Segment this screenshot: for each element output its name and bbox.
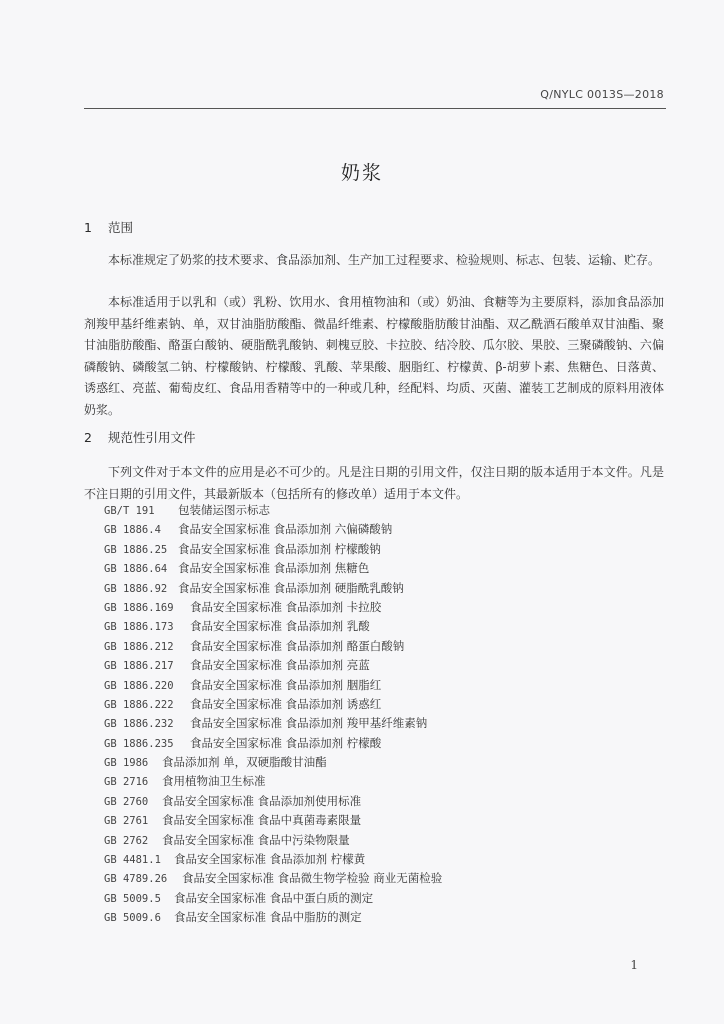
reference-title: 食品安全国家标准 食品添加剂 乳酸 [190, 619, 370, 634]
reference-item [104, 792, 664, 811]
reference-title: 食品安全国家标准 食品添加剂 硬脂酰乳酸钠 [178, 580, 404, 595]
reference-code: GB 4481.1 [104, 854, 161, 867]
reference-code: GB 1886.4 [104, 524, 161, 537]
reference-title: 食品安全国家标准 食品添加剂 亮蓝 [190, 658, 370, 673]
reference-title: 包装储运图示标志 [178, 503, 270, 517]
reference-item [104, 501, 664, 520]
reference-code: GB 1886.25 [104, 543, 168, 556]
section-2-heading [84, 428, 196, 446]
reference-code: GB 1886.64 [104, 563, 168, 576]
reference-title: 食用植物油卫生标准 [162, 774, 266, 789]
reference-title: 食品安全国家标准 食品微生物学检验 商业无菌检验 [182, 871, 443, 886]
reference-title: 食品安全国家标准 食品中蛋白质的测定 [174, 890, 374, 905]
header-rule [84, 108, 666, 109]
reference-item [104, 869, 664, 888]
reference-item [104, 695, 664, 714]
reference-code: GB 1886.217 [104, 660, 174, 673]
section-2-paragraph-1: 下列文件对于本文件的应用是必不可少的。凡是注日期的引用文件，仅注日期的版本适用于本文件。凡是不注日期的引用文件，其最新版本（包括所有的修改单）适用于本文件。 [84, 465, 664, 501]
reference-item [104, 656, 664, 675]
reference-item [104, 579, 664, 598]
reference-code: GB 1886.220 [104, 679, 174, 692]
reference-list [104, 501, 664, 928]
section-1-heading [84, 218, 133, 236]
reference-item [104, 889, 664, 908]
section-1-paragraph-2: 本标准适用于以乳和（或）乳粉、饮用水、食用植物油和（或）奶油、食糖等为主要原料，添加食品添加剂羧甲基纤维素钠、单，双甘油脂肪酸酯、微晶纤维素、柠檬酸脂肪酸甘油酯、双乙酰酒石酸单双甘油酯、聚甘油脂肪酸酯、酪蛋白酸钠、硬脂酰乳酸钠、刺槐豆胶、卡拉胶、结冷胶、瓜尔胶、果胶、三聚磷酸钠、六偏磷酸钠、磷酸氢二钠、柠檬酸钠、柠檬酸、乳酸、苹果酸、胭脂红、柠檬黄、β-胡萝卜素、焦糖色、日落黄、诱惑红、亮蓝、葡萄皮红、食品用香精等中的一种或几种，经配料、均质、灭菌、灌装工艺制成的原料用液体奶浆。 [84, 295, 664, 417]
reference-item [104, 772, 664, 791]
reference-item [104, 831, 664, 850]
reference-title: 食品安全国家标准 食品中真菌毒素限量 [162, 813, 362, 828]
reference-item [104, 734, 664, 753]
reference-item [104, 540, 664, 559]
reference-code: GB/T 191 [104, 505, 155, 517]
reference-code: GB 4789.26 [104, 873, 168, 886]
reference-code: GB 5009.5 [104, 892, 161, 905]
reference-item [104, 637, 664, 656]
reference-code: GB 1886.232 [104, 718, 174, 731]
document-title: 奶浆 [340, 162, 383, 184]
reference-code: GB 1886.235 [104, 737, 174, 750]
reference-title: 食品安全国家标准 食品添加剂 羧甲基纤维素钠 [190, 716, 428, 731]
reference-item [104, 559, 664, 578]
reference-item [104, 617, 664, 636]
reference-code: GB 1886.212 [104, 640, 174, 653]
reference-code: GB 1886.169 [104, 601, 174, 614]
reference-title: 食品安全国家标准 食品添加剂 胭脂红 [190, 677, 382, 692]
reference-title: 食品安全国家标准 食品添加剂 柠檬酸钠 [178, 541, 381, 556]
reference-code: GB 2762 [104, 834, 149, 847]
page-number: 1 [630, 958, 638, 972]
reference-item [104, 753, 664, 772]
reference-item [104, 676, 664, 695]
reference-item [104, 598, 664, 617]
reference-item [104, 811, 664, 830]
standard-code: Q/NYLC 0013S—2018 [540, 88, 664, 101]
reference-title: 食品安全国家标准 食品添加剂 焦糖色 [178, 561, 370, 576]
section-1-paragraph-1: 本标准规定了奶浆的技术要求、食品添加剂、生产加工过程要求、检验规则、标志、包装、运输、贮存。 [108, 253, 661, 267]
section-2-number: 2 [84, 430, 92, 445]
reference-title: 食品安全国家标准 食品添加剂 柠檬黄 [174, 852, 366, 867]
section-1-number: 1 [84, 220, 92, 235]
reference-code: GB 2716 [104, 776, 149, 789]
reference-item [104, 908, 664, 927]
reference-title: 食品安全国家标准 食品添加剂 酪蛋白酸钠 [190, 638, 405, 653]
reference-title: 食品安全国家标准 食品添加剂使用标准 [162, 793, 362, 808]
reference-title: 食品安全国家标准 食品添加剂 诱惑红 [190, 696, 382, 711]
reference-code: GB 1986 [104, 757, 149, 770]
reference-item [104, 520, 664, 539]
reference-code: GB 2760 [104, 795, 149, 808]
reference-title: 食品安全国家标准 食品添加剂 卡拉胶 [190, 599, 382, 614]
reference-title: 食品安全国家标准 食品中脂肪的测定 [174, 910, 362, 925]
reference-code: GB 1886.173 [104, 621, 174, 634]
reference-title: 食品安全国家标准 食品添加剂 六偏磷酸钠 [178, 522, 393, 537]
reference-title: 食品添加剂 单，双硬脂酸甘油酯 [162, 755, 327, 770]
reference-item [104, 850, 664, 869]
reference-item [104, 714, 664, 733]
reference-code: GB 2761 [104, 815, 149, 828]
reference-code: GB 5009.6 [104, 912, 161, 925]
reference-title: 食品安全国家标准 食品添加剂 柠檬酸 [190, 735, 382, 750]
reference-title: 食品安全国家标准 食品中污染物限量 [162, 832, 350, 847]
section-1-title: 范围 [107, 220, 133, 235]
section-2-title: 规范性引用文件 [107, 430, 196, 445]
reference-code: GB 1886.222 [104, 698, 174, 711]
reference-code: GB 1886.92 [104, 582, 168, 595]
